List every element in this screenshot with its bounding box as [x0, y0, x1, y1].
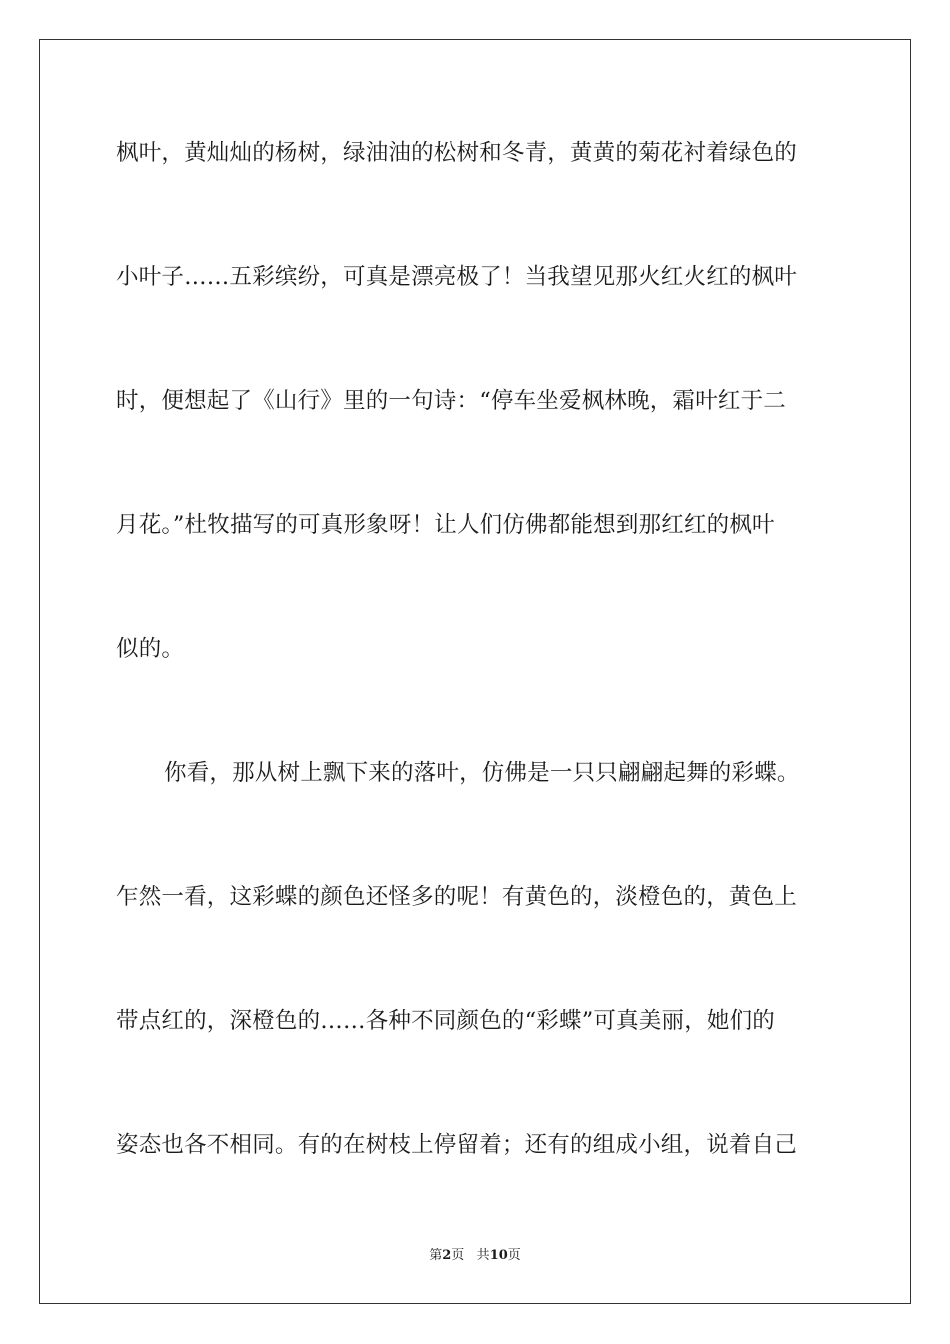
page-label-prefix: 第 — [429, 1248, 443, 1263]
text-line: 你看，那从树上飘下来的落叶，仿佛是一只只翩翩起舞的彩蝶。 — [164, 760, 800, 786]
text-line: 带点红的，深橙色的……各种不同颜色的“彩蝶”可真美丽，她们的 — [116, 1008, 776, 1034]
page-footer — [0, 1248, 950, 1264]
page-number: 2 — [442, 1248, 452, 1263]
total-label-prefix: 共 — [476, 1248, 490, 1263]
text-line: 似的。 — [116, 636, 185, 662]
text-line: 时，便想起了《山行》里的一句诗：“停车坐爱枫林晚，霜叶红于二 — [116, 388, 787, 414]
total-label-suffix: 页 — [507, 1248, 521, 1263]
total-pages: 10 — [489, 1248, 508, 1263]
page-border — [39, 39, 911, 1304]
text-line: 小叶子……五彩缤纷，可真是漂亮极了！当我望见那火红火红的枫叶 — [116, 264, 798, 290]
page-label-suffix: 页 — [451, 1248, 465, 1263]
text-line: 月花。”杜牧描写的可真形象呀！让人们仿佛都能想到那红红的枫叶 — [116, 512, 775, 538]
text-line: 乍然一看，这彩蝶的颜色还怪多的呢！有黄色的，淡橙色的，黄色上 — [116, 884, 798, 910]
text-line: 枫叶，黄灿灿的杨树，绿油油的松树和冬青，黄黄的菊花衬着绿色的 — [116, 140, 798, 166]
text-line: 姿态也各不相同。有的在树枝上停留着；还有的组成小组，说着自己 — [116, 1132, 798, 1158]
